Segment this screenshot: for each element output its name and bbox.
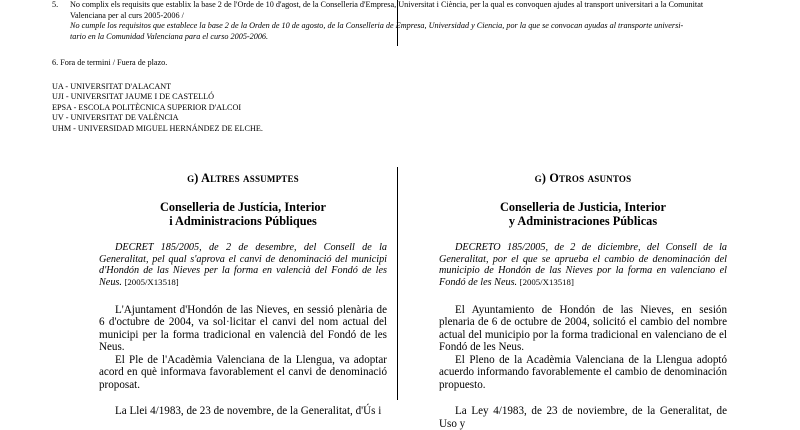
paragraph-3: La Llei 4/1983, de 23 de novembre, de la Generalitat, d'Ús i [115,405,382,418]
decree-summary [99,242,387,289]
note-spanish-line-2: tario en la Comunidad Valenciana para el curso 2005-2006. [70,31,269,41]
department-title-line-2: i Administracions Públiques [169,214,317,228]
section-title: g) Otros asuntos [534,171,632,185]
department-title-line-2: y Administraciones Públicas [508,214,658,228]
department-title-line-1: Conselleria de Justícia, Interior [160,200,326,214]
decree-reference: [2005/X13518] [519,277,574,288]
column-divider [397,167,398,400]
abbreviation-item: UJI - UNIVERSITAT JAUME I DE CASTELLÓ [52,92,215,102]
note-spanish-line-1: No cumple los requisitos que establece la base 2 de la Orden de 10 de agosto, de la Conselleria de Empresa, Universidad y Ciencia, por la que se convocan ayudas al transporte universi- [70,21,684,30]
valencian-column [99,172,387,418]
note-valencian-line-1: No complix els requisits que establix la base 2 de l'Orde de 10 d'agost, de la Conselleria d'Empresa, Universitat i Ciència, per la qual es convoquen ajudes al transport universitari a la Comunitat [70,0,704,9]
paragraph-3: La Ley 4/1983, de 23 de noviembre, de la Generalitat, de Uso y [439,405,727,430]
department-title [439,200,727,228]
decree-summary [439,242,727,289]
out-of-time-note: 6. Fora de termini / Fuera de plazo. [52,58,168,67]
abbreviation-item: EPSA - ESCOLA POLITÈCNICA SUPERIOR D'ALCOI [52,102,242,112]
paragraph-1: El Ayuntamiento de Hondón de las Nieves, en sesión plenaria de 6 de octubre de 2004, solicitó el cambio del nombre actual del municipio por la forma tradicional en valenciano de el Fondó de les Neus. [439,303,727,354]
abbreviation-item: UHM - UNIVERSIDAD MIGUEL HERNÁNDEZ DE ELCHE. [52,123,263,133]
section-title: g) Altres assumptes [187,171,299,185]
spanish-column [439,172,727,430]
department-title-line-1: Conselleria de Justicia, Interior [500,200,666,214]
paragraph-2: El Ple de l'Acadèmia Valenciana de la Llengua, va adoptar acord en què informava favorablement el canvi de denominació proposat. [99,353,387,391]
paragraph-2: El Pleno de la Acadèmia Valenciana de la Llengua adoptó acuerdo informando favorablemente el cambio de denominación propuesto. [439,353,727,391]
decree-text: DECRET 185/2005, de 2 de desembre, del Consell de la Generalitat, pel qual s'aprova el canvi de denominació del municipi d'Hondón de las Nieves per la forma en valencià del Fondó de les Neus. [99,242,387,289]
abbreviation-item: UA - UNIVERSITAT D'ALACANT [52,82,172,91]
paragraph-1: L'Ajuntament d'Hondón de las Nieves, en sessió plenària de 6 d'octubre de 2004, va sol·licitar el canvi del nom actual del municipi per la forma tradicional en valencià del Fondó de les Neus. [99,303,387,354]
note-valencian-line-2: Valenciana per al curs 2005-2006 / [70,10,184,20]
abbreviation-item: UV - UNIVERSITAT DE VALÈNCIA [52,113,179,123]
decree-reference: [2005/X13518] [124,277,179,288]
note-number: 5. [52,0,59,9]
note-body [70,0,770,42]
abbreviation-list [52,82,263,134]
department-title [99,200,387,228]
decree-text: DECRETO 185/2005, de 2 de diciembre, del Consell de la Generalitat, por el que se aprueba el cambio de denominación del municipio de Hondón de las Nieves por la forma en valenciano el Fondó de les Neus. [439,242,727,289]
